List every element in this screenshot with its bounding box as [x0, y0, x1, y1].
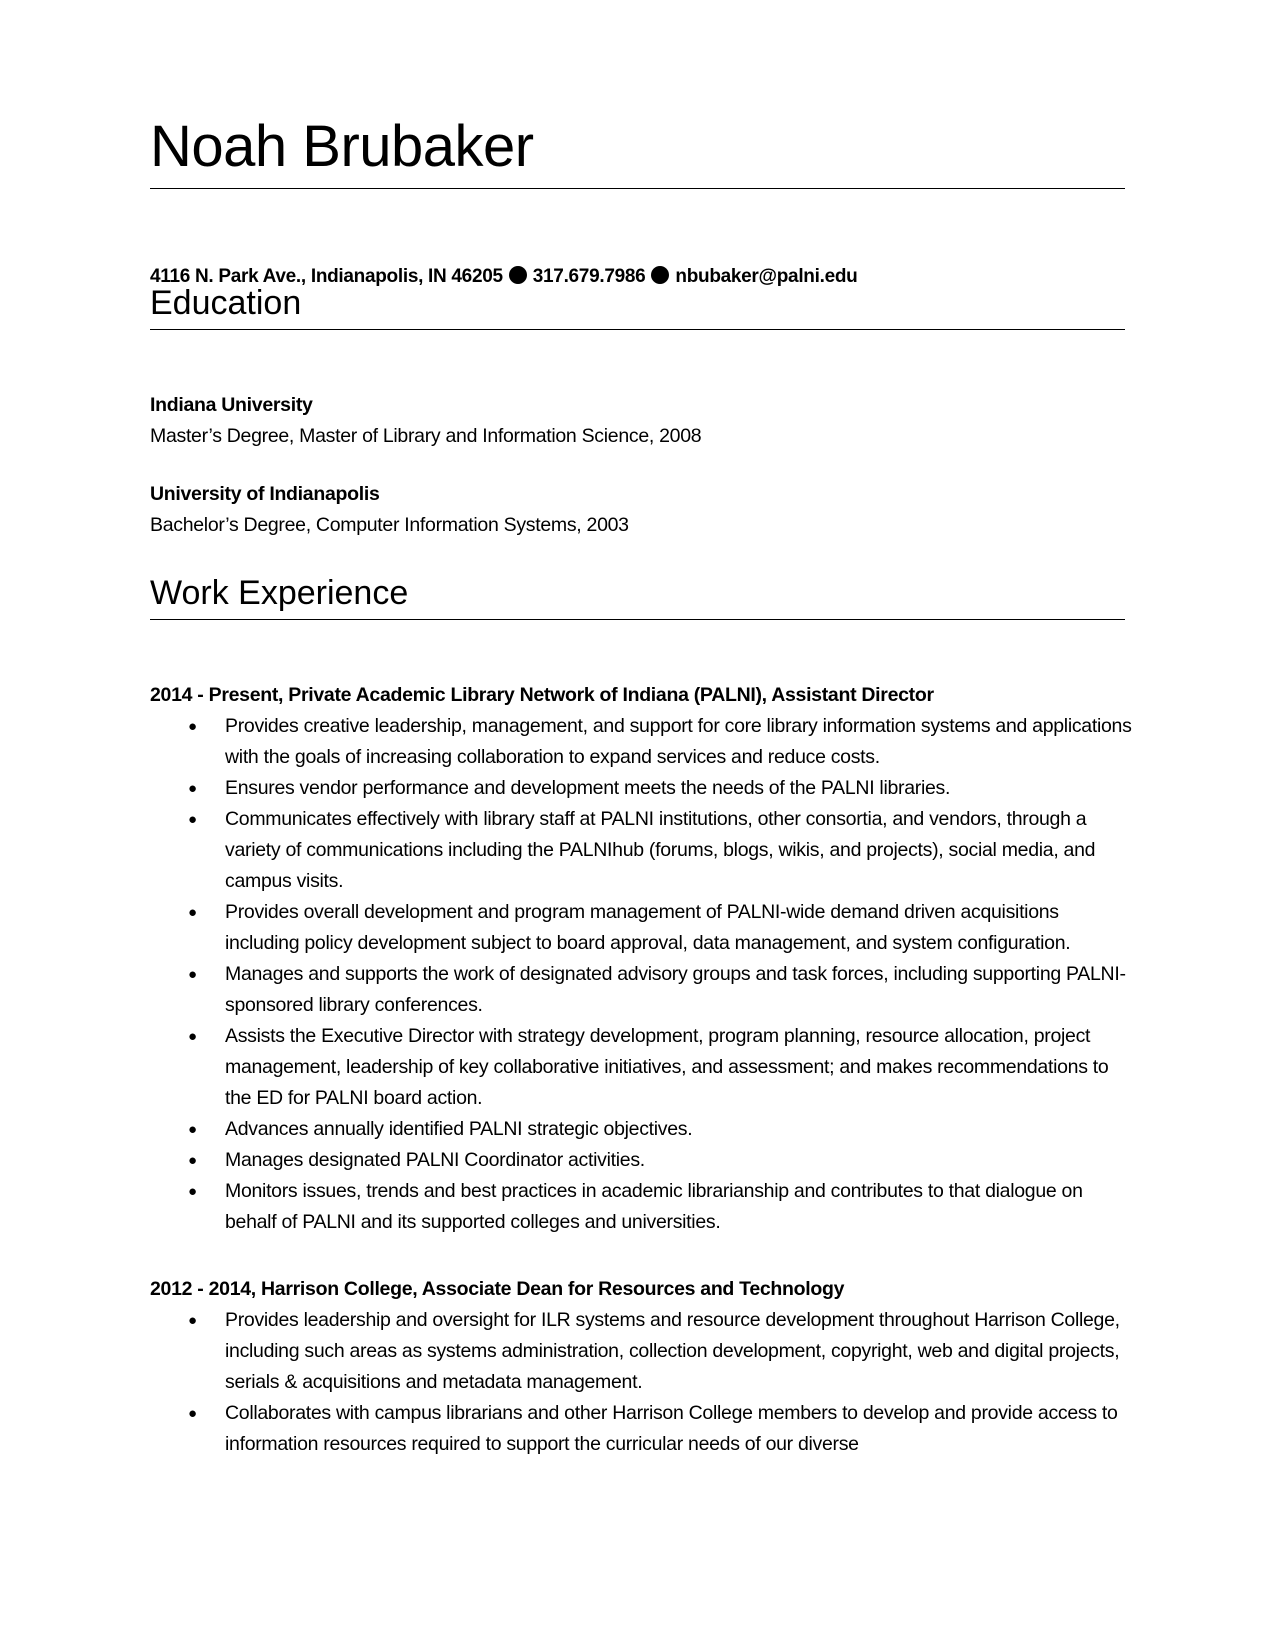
degree-text: Bachelor’s Degree, Computer Information Systems, 2003 [150, 514, 629, 536]
education-divider [150, 329, 1125, 330]
job-duty: ● Provides overall development and program management of PALNI-wide demand driven acquisitions including policy development subject to board approval, data management, and system configuration. [150, 897, 1135, 959]
job-duty: ● Monitors issues, trends and best practices in academic librarianship and contributes to that dialogue on behalf of PALNI and its supported colleges and universities. [150, 1176, 1135, 1238]
school-name: Indiana University [150, 394, 313, 416]
job-duty: ● Collaborates with campus librarians and other Harrison College members to develop and provide access to information resources required to support the curricular needs of our diverse [150, 1398, 1135, 1460]
job-duty: ● Manages designated PALNI Coordinator activities. [150, 1145, 1135, 1176]
contact-address: 4116 N. Park Ave., Indianapolis, IN 46205 [150, 266, 503, 287]
job-duty: ● Provides creative leadership, management, and support for core library information systems and applications with the goals of increasing collaboration to expand services and reduce costs. [150, 711, 1135, 773]
job-duties-list [150, 711, 1135, 1238]
job-duties-list [150, 1305, 1135, 1460]
job-duty: ● Advances annually identified PALNI strategic objectives. [150, 1114, 1135, 1145]
job-duty: ● Assists the Executive Director with strategy development, program planning, resource allocation, project management, leadership of key collaborative initiatives, and assessment; and makes recommendations to the ED for PALNI board action. [150, 1021, 1135, 1114]
contact-phone: 317.679.7986 [532, 266, 646, 287]
job-entry [150, 680, 1135, 1238]
job-heading: 2012 - 2014, Harrison College, Associate Dean for Resources and Technology [150, 1278, 845, 1300]
bullet-dot-icon [651, 266, 669, 284]
name-divider [150, 188, 1125, 189]
school-name: University of Indianapolis [150, 483, 380, 505]
job-duty: ● Ensures vendor performance and development meets the needs of the PALNI libraries. [150, 773, 1135, 804]
work-experience-divider [150, 619, 1125, 620]
job-duty: ● Provides leadership and oversight for ILR systems and resource development throughout Harrison College, including such areas as systems administration, collection development, copyright, web and digital projects, serials & acquisitions and metadata management. [150, 1305, 1135, 1398]
education-entry [150, 390, 701, 452]
education-heading: Education [150, 284, 302, 322]
job-entry [150, 1274, 1135, 1460]
contact-email: nbubaker@palni.edu [675, 266, 858, 287]
job-duty: ● Manages and supports the work of designated advisory groups and task forces, including supporting PALNI-sponsored library conferences. [150, 959, 1135, 1021]
education-entry [150, 479, 629, 541]
candidate-name: Noah Brubaker [150, 114, 534, 179]
work-experience-heading: Work Experience [150, 574, 409, 612]
bullet-dot-icon [509, 266, 527, 284]
degree-text: Master’s Degree, Master of Library and Information Science, 2008 [150, 425, 702, 447]
job-heading: 2014 - Present, Private Academic Library Network of Indiana (PALNI), Assistant Director [150, 684, 934, 706]
job-duty: ● Communicates effectively with library staff at PALNI institutions, other consortia, and vendors, through a variety of communications including the PALNIhub (forums, blogs, wikis, and projects), social media, and campus visits. [150, 804, 1135, 897]
